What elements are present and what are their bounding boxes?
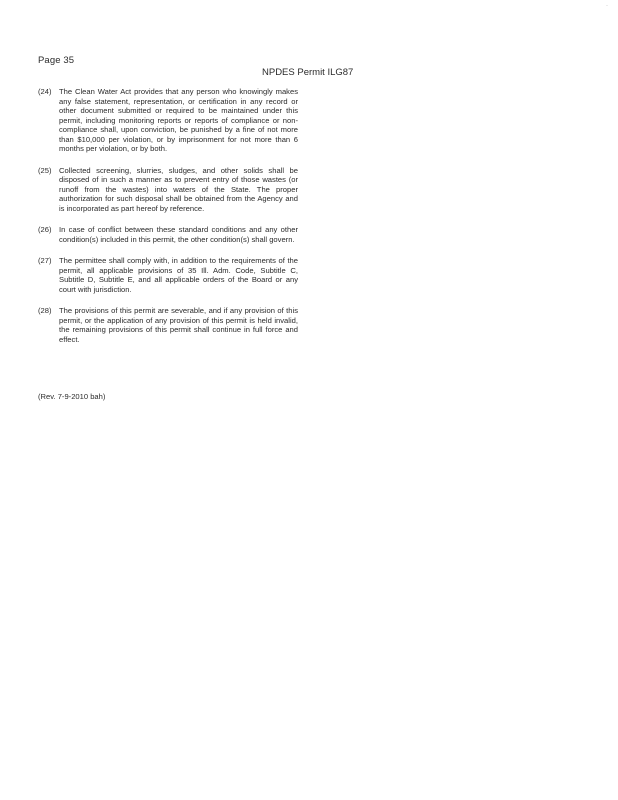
condition-number: (28) [38,306,52,315]
scan-speck: · [606,3,608,9]
condition-item [38,306,298,344]
condition-item [38,166,298,214]
condition-number: (25) [38,165,52,175]
condition-item [38,225,298,244]
standard-conditions-list [38,87,298,344]
condition-text: In case of conflict between these standard conditions and any other condition(s) included in this permit, the other condition(s) shall govern. [59,225,298,244]
condition-text: The Clean Water Act provides that any person who knowingly makes any false statement, representation, or certification in any record or other document submitted or required to be maintained under this permit, including monitoring reports or reports of compliance or non-compliance shall, upon conviction, be punished by a fine of not more than $10,000 per violation, or by imprisonment for not more than 6 months per violation, or by both. [59,87,298,153]
condition-text: Collected screening, slurries, sludges, and other solids shall be disposed of in such a manner as to prevent entry of those wastes (or runoff from the wastes) into waters of the State. The proper authorization for such disposal shall be obtained from the Agency and is incorporated as part hereof by reference. [59,165,298,213]
permit-id: NPDES Permit ILG87 [262,67,354,78]
condition-item [38,256,298,294]
condition-text: The provisions of this permit are severable, and if any provision of this permit, or the application of any provision of this permit is held invalid, the remaining provisions of this permit shall continue in full force and effect. [59,306,298,344]
condition-number: (26) [38,225,52,234]
revision-note: (Rev. 7-9-2010 bah) [38,392,106,401]
condition-item [38,87,298,154]
condition-text: The permittee shall comply with, in addition to the requirements of the permit, all applicable provisions of 35 Ill. Adm. Code, Subtitle C, Subtitle D, Subtitle E, and all applicable orders of the Board or any court with jurisdiction. [59,256,298,294]
page-number: Page 35 [38,55,75,66]
condition-number: (24) [38,87,52,96]
condition-number: (27) [38,256,52,265]
